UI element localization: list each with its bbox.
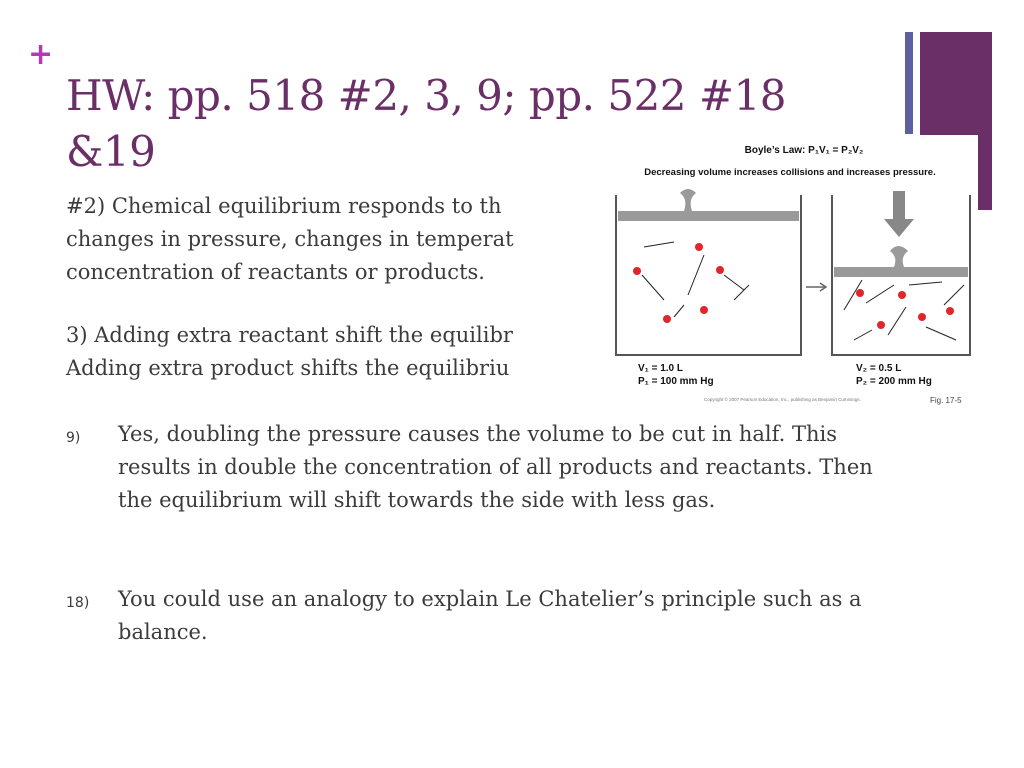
piston-handle-right [890, 246, 908, 267]
figure-subtitle: Decreasing volume increases collisions and increases pressure. [644, 167, 936, 178]
pressure-1-label: P₁ = 100 mm Hg [638, 376, 714, 387]
volume-1-label: V₁ = 1.0 L [638, 363, 683, 374]
piston-right [834, 267, 968, 277]
right-arrow-icon [806, 283, 826, 291]
list-item-text: You could use an analogy to explain Le Chatelier’s principle such as a balance. [118, 587, 862, 644]
motion-arrows-left [642, 242, 749, 317]
figure-number: Fig. 17-5 [930, 396, 962, 405]
piston-handle-left [680, 189, 696, 211]
copyright-note: Copyright © 2007 Pearson Education, Inc., publishing as Benjamin Cummings. [704, 397, 861, 402]
list-item-number: 9) [66, 430, 81, 446]
answer-3: 3) Adding extra reactant shift the equilibr Adding extra product shifts the equilibriu [66, 323, 513, 380]
boyles-law-figure [604, 135, 978, 410]
down-arrow-icon [884, 219, 914, 237]
list-item [66, 418, 886, 517]
volume-2-label: V₂ = 0.5 L [856, 363, 902, 374]
list-item-text: Yes, doubling the pressure causes the volume to be cut in half. This results in double the concentration of all products and reactants. Then the equilibrium will shift towards the side with less gas. [118, 422, 873, 512]
motion-arrows-right [844, 280, 964, 340]
slide-title: HW: pp. 518 #2, 3, 9; pp. 522 #18 &19 [66, 71, 787, 176]
down-arrow-shaft [893, 191, 905, 221]
plus-icon: + [28, 37, 54, 72]
figure-title: Boyle’s Law: P₁V₁ = P₂V₂ [744, 145, 864, 156]
pressure-2-label: P₂ = 200 mm Hg [856, 376, 932, 387]
piston-left [618, 211, 799, 221]
list-item-number: 18) [66, 595, 90, 611]
answer-2: #2) Chemical equilibrium responds to th changes in pressure, changes in temperat concentration of reactants or products. [66, 194, 514, 284]
list-item [66, 583, 886, 649]
accent-bar-thin [905, 32, 913, 134]
